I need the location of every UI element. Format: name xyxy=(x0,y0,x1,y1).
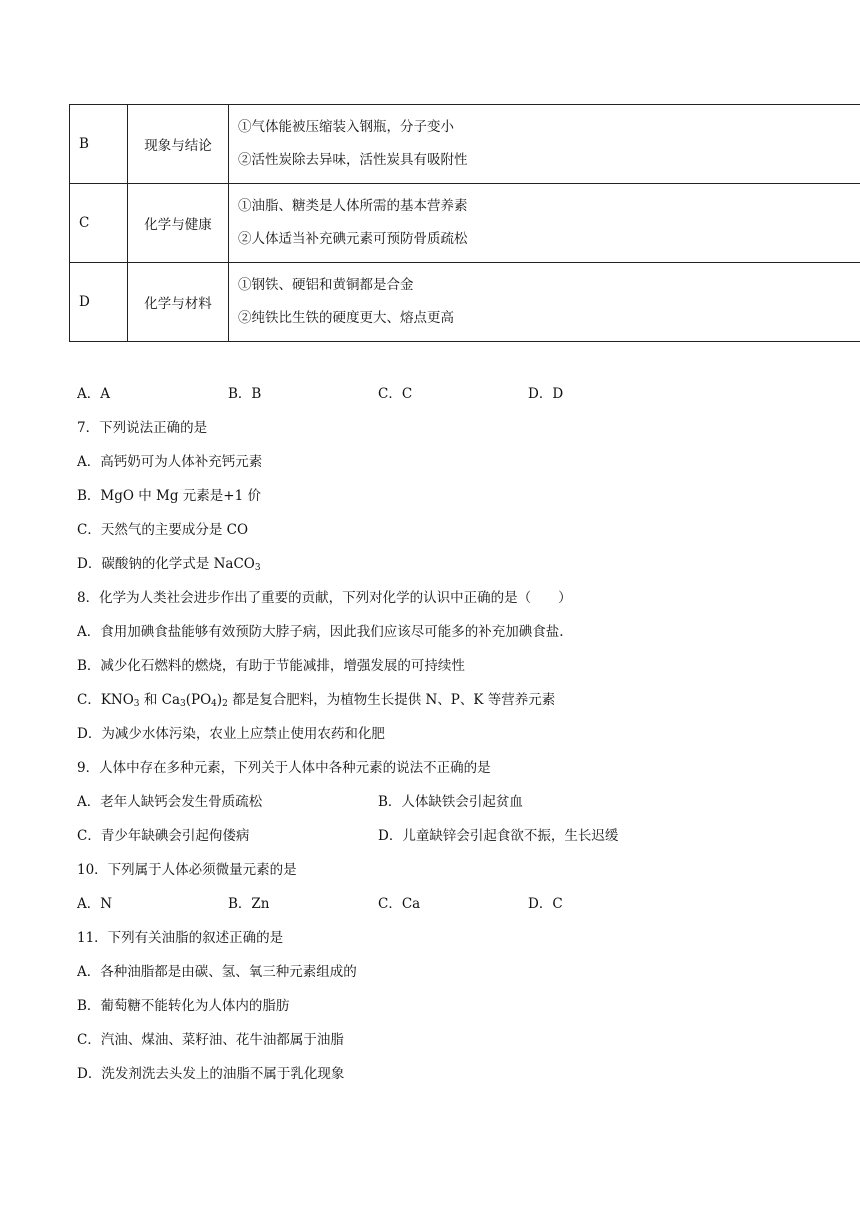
q7-option-b: B．MgO 中 Mg 元素是+1 价 xyxy=(77,488,261,504)
row-item: ②活性炭除去异味，活性炭具有吸附性 xyxy=(238,152,468,168)
formula-text: D．碳酸钠的化学式是 NaCO xyxy=(77,556,255,572)
row-content xyxy=(229,105,860,184)
q6-option-b: B．B xyxy=(228,386,262,402)
q10-option-b: B．Zn xyxy=(228,896,270,912)
comparison-table xyxy=(69,104,860,342)
formula-text: ) xyxy=(216,692,223,708)
row-key: D xyxy=(70,263,128,342)
row-item: ①气体能被压缩装入钢瓶，分子变小 xyxy=(238,119,454,135)
q9-stem: 9．人体中存在多种元素，下列关于人体中各种元素的说法不正确的是 xyxy=(77,760,491,776)
q10-stem: 10．下列属于人体必须微量元素的是 xyxy=(77,862,297,878)
subscript: 3 xyxy=(133,699,140,709)
q11-option-a: A．各种油脂都是由碳、氢、氧三种元素组成的 xyxy=(77,964,357,980)
q9-option-c: C．青少年缺碘会引起佝偻病 xyxy=(77,828,250,844)
q11-option-b: B．葡萄糖不能转化为人体内的脂肪 xyxy=(77,998,290,1014)
q6-option-d: D．D xyxy=(528,386,564,402)
q11-option-c: C．汽油、煤油、菜籽油、花牛油都属于油脂 xyxy=(77,1032,344,1048)
row-item: ②人体适当补充碘元素可预防骨质疏松 xyxy=(238,231,468,247)
row-item: ①钢铁、硬铝和黄铜都是合金 xyxy=(238,277,414,293)
q9-option-a: A．老年人缺钙会发生骨质疏松 xyxy=(77,794,263,810)
row-content xyxy=(229,263,860,342)
formula-text: (PO xyxy=(185,692,212,708)
q7-stem: 7．下列说法正确的是 xyxy=(77,420,208,436)
q6-option-a: A．A xyxy=(77,386,110,402)
q7-option-d xyxy=(77,554,261,574)
q11-option-d: D．洗发剂洗去头发上的油脂不属于乳化现象 xyxy=(77,1066,345,1082)
q7-option-c: C．天然气的主要成分是 CO xyxy=(77,522,249,538)
q11-stem: 11．下列有关油脂的叙述正确的是 xyxy=(77,930,284,946)
formula-text: C．KNO xyxy=(77,692,134,708)
subscript: 3 xyxy=(180,699,186,709)
row-topic: 现象与结论 xyxy=(128,105,229,184)
q8-option-c xyxy=(77,690,555,710)
q6-option-c: C．C xyxy=(378,386,413,402)
q8-stem: 8．化学为人类社会进步作出了重要的贡献，下列对化学的认识中正确的是（ ） xyxy=(77,590,572,606)
q8-option-a: A．食用加碘食盐能够有效预防大脖子病，因此我们应该尽可能多的补充加碘食盐. xyxy=(77,624,564,640)
row-key: B xyxy=(70,105,128,184)
formula-text: 都是复合肥料，为植物生长提供 N、P、K 等营养元素 xyxy=(227,692,556,708)
q8-option-b: B．减少化石燃料的燃烧，有助于节能减排，增强发展的可持续性 xyxy=(77,658,465,674)
row-content xyxy=(229,184,860,263)
q9-option-b: B．人体缺铁会引起贫血 xyxy=(378,794,523,810)
table-row xyxy=(70,184,860,263)
q9-option-d: D．儿童缺锌会引起食欲不振，生长迟缓 xyxy=(378,828,619,844)
row-item: ①油脂、糖类是人体所需的基本营养素 xyxy=(238,198,468,214)
row-topic: 化学与材料 xyxy=(128,263,229,342)
table-row xyxy=(70,263,860,342)
subscript: 3 xyxy=(254,563,261,573)
q10-option-c: C．Ca xyxy=(378,896,421,912)
formula-text: 和 Ca xyxy=(139,692,180,708)
q7-option-a: A．高钙奶可为人体补充钙元素 xyxy=(77,454,263,470)
subscript: 2 xyxy=(222,699,228,709)
q10-option-d: D．C xyxy=(528,896,563,912)
row-item: ②纯铁比生铁的硬度更大、熔点更高 xyxy=(238,310,454,326)
q10-option-a: A．N xyxy=(77,896,113,912)
row-key: C xyxy=(70,184,128,263)
q8-option-d: D．为减少水体污染，农业上应禁止使用农药和化肥 xyxy=(77,726,385,742)
subscript: 4 xyxy=(211,699,217,709)
row-topic: 化学与健康 xyxy=(128,184,229,263)
table-row xyxy=(70,105,860,184)
